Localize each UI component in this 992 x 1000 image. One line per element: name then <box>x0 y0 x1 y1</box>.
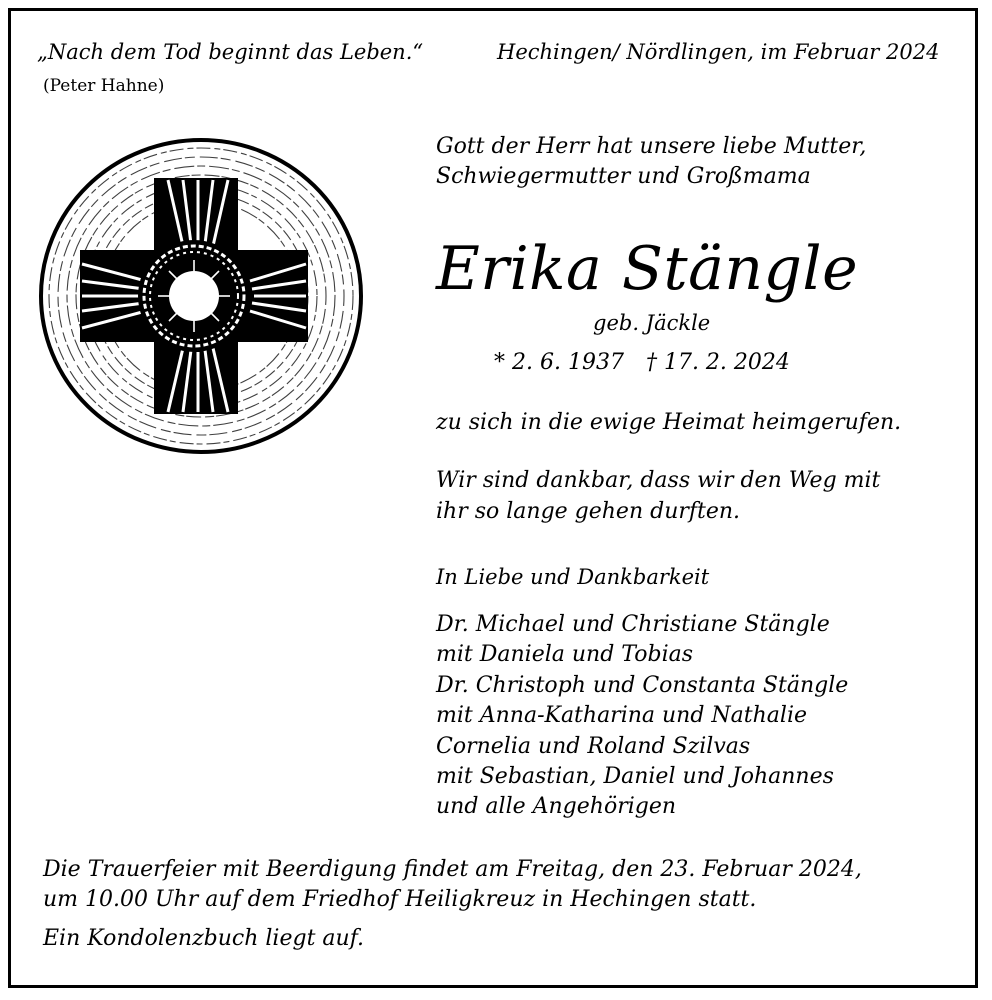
birth-date: * 2. 6. 1937 <box>494 350 624 375</box>
called-home-text: zu sich in die ewige Heimat heimgerufen. <box>436 410 902 435</box>
family-list <box>436 610 848 823</box>
condolence-note: Ein Kondolenzbuch liegt auf. <box>43 926 365 951</box>
love-line: In Liebe und Dankbarkeit <box>436 565 710 589</box>
deceased-name: Erika Stängle <box>436 234 859 304</box>
family-line: Dr. Michael und Christiane Stängle <box>436 612 830 637</box>
intro-line: Schwiegermutter und Großmama <box>436 164 811 189</box>
funeral-line: Die Trauerfeier mit Beerdigung findet am Freitag, den 23. Februar 2024, <box>43 857 862 882</box>
place-date: Hechingen/ Nördlingen, im Februar 2024 <box>497 40 940 64</box>
funeral-info <box>43 855 862 915</box>
death-date: † 17. 2. 2024 <box>645 350 790 375</box>
family-line: mit Sebastian, Daniel und Johannes <box>436 764 834 790</box>
thanks-line: Wir sind dankbar, dass wir den Weg mit <box>436 468 881 493</box>
family-line: mit Daniela und Tobias <box>436 642 694 668</box>
funeral-line: um 10.00 Uhr auf dem Friedhof Heiligkreuz in Hechingen statt. <box>43 887 757 912</box>
intro-text <box>436 132 866 192</box>
motto-quote: „Nach dem Tod beginnt das Leben.“ <box>37 40 424 64</box>
family-line: Cornelia und Roland Szilvas <box>436 733 751 759</box>
family-line: Dr. Christoph und Constanta Stängle <box>436 672 849 698</box>
intro-line: Gott der Herr hat unsere liebe Mutter, <box>436 134 867 159</box>
cross-with-crown-of-thorns-icon <box>38 136 366 456</box>
thanks-line: ihr so lange gehen durften. <box>436 499 741 524</box>
life-dates <box>494 350 790 375</box>
motto-author: (Peter Hahne) <box>43 76 165 96</box>
maiden-name: geb. Jäckle <box>593 311 711 335</box>
family-line: mit Anna-Katharina und Nathalie <box>436 703 808 729</box>
family-line: und alle Angehörigen <box>436 794 677 820</box>
thanks-text <box>436 465 880 527</box>
